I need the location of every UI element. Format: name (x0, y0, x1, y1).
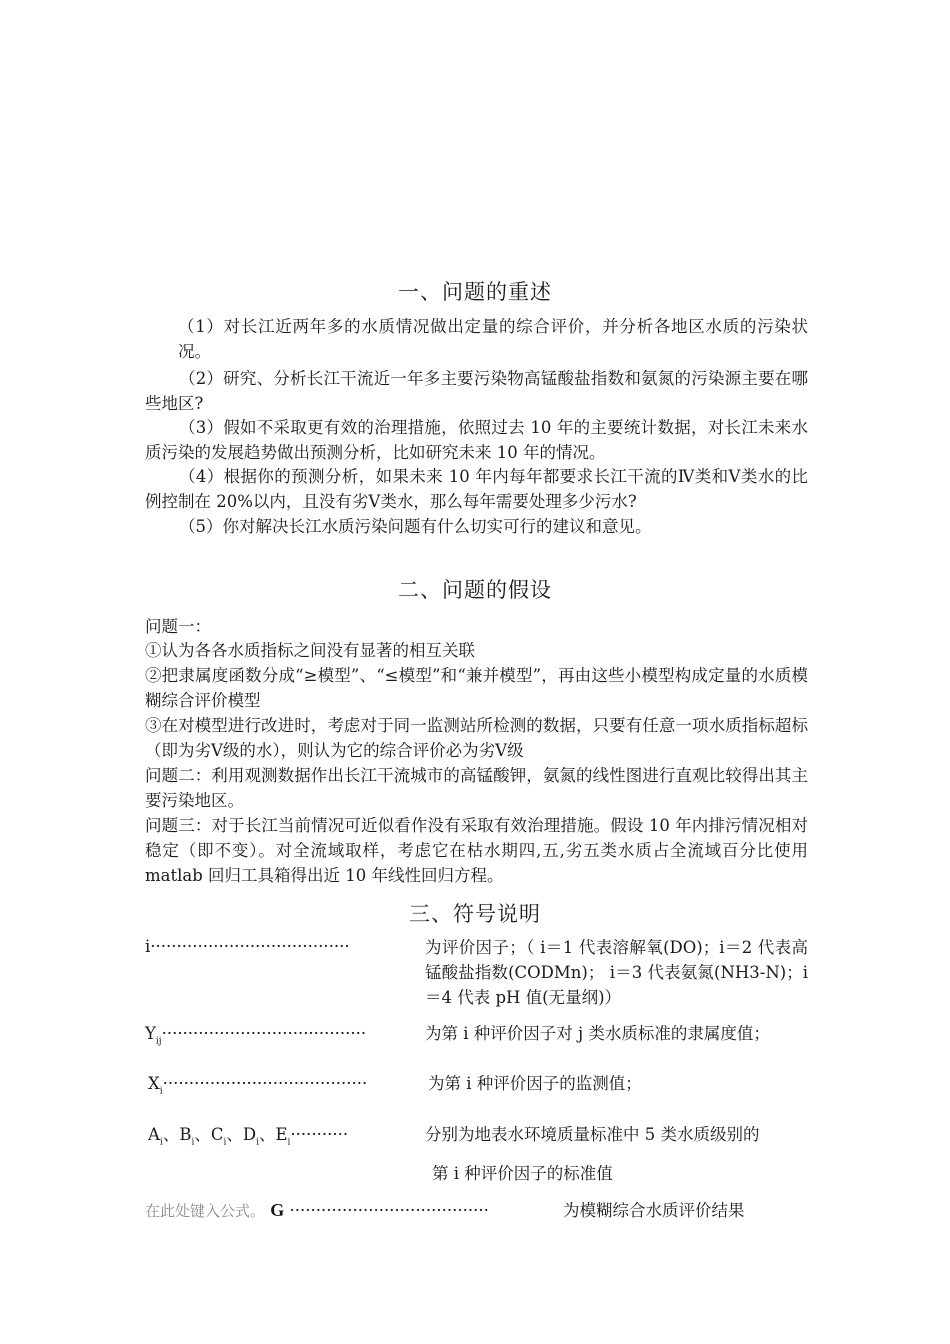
leader-dots: ······································ (289, 1201, 489, 1220)
symbol-y-row (145, 1022, 366, 1053)
symbol-i: i (145, 937, 151, 956)
assumption-2: ②把隶属度函数分成“≥模型”、“≤模型”和“兼并模型”，再由这些小模型构成定量的水质模糊综合评价模型 (145, 666, 808, 710)
symbol-g-description: 为模糊综合水质评价结果 (563, 1201, 745, 1220)
symbol-x: $X_i$ (148, 1074, 163, 1097)
leader-dots: ··········· (290, 1125, 349, 1144)
symbol-abcde-row: $A_i$、$B_i$、$C_i$、$D_i$、$E_i\cdot\cdot\cdot\cdot\cdot\cdot\cdot\cdot\cdot\cdot\cdot$ (148, 1125, 349, 1148)
problem-3: （3）假如不采取更有效的治理措施，依照过去 10 年的主要统计数据，对长江未来水质污染的发展趋势做出预测分析，比如研究未来 10 年的情况。 (145, 418, 808, 462)
question-2-assumption: 问题二：利用观测数据作出长江干流城市的高锰酸钾，氨氮的线性图进行直观比较得出其主要污染地区。 (145, 766, 808, 810)
symbol-g-row (145, 1198, 489, 1223)
leader-dots: ······································· (162, 1074, 368, 1093)
symbol-y-description: 为第 i 种评价因子对 j 类水质标准的隶属度值； (425, 1024, 770, 1043)
section-title-symbols: 三、符号说明 (409, 902, 541, 926)
assumption-3: ③在对模型进行改进时，考虑对于同一监测站所检测的数据，只要有任意一项水质指标超标（即为劣Ⅴ级的水），则认为它的综合评价必为劣Ⅴ级 (145, 716, 808, 760)
assumption-1: ①认为各各水质指标之间没有显著的相互关联 (145, 641, 475, 660)
question-1-label: 问题一： (145, 617, 211, 636)
symbol-i-description: 为评价因子；（ i＝1 代表溶解氧(DO)；i＝2 代表高锰酸盐指数(CODMn)； i＝3 代表氨氮(NH3-N)；i＝4 代表 pH 值(无量纲)） (425, 938, 808, 1007)
equation-placeholder[interactable]: 在此处键入公式。 (145, 1202, 266, 1220)
symbol-y: $Y_{ij}$ (145, 1024, 162, 1047)
symbol-x-row (148, 1072, 367, 1103)
problem-5: （5）你对解决长江水质污染问题有什么切实可行的建议和意见。 (179, 517, 652, 536)
symbol-abcde-description-line1: 分别为地表水环境质量标准中 5 类水质级别的 (425, 1125, 760, 1144)
leader-dots: ······································ (150, 937, 350, 956)
symbol-x-description: 为第 i 种评价因子的监测值； (428, 1074, 642, 1093)
symbol-i-row (145, 935, 350, 959)
section-title-assumptions: 二、问题的假设 (398, 578, 552, 602)
problem-4: （4）根据你的预测分析，如果未来 10 年内每年都要求长江干流的Ⅳ类和Ⅴ类水的比例控制在 20%以内，且没有劣Ⅴ类水，那么每年需要处理多少污水? (145, 467, 808, 511)
problem-2: （2）研究、分析长江干流近一年多主要污染物高锰酸盐指数和氨氮的污染源主要在哪些地区? (145, 369, 808, 413)
leader-dots: ······································· (161, 1024, 367, 1043)
symbol-abcde-description-line2: 第 i 种评价因子的标准值 (432, 1164, 613, 1183)
question-3-assumption: 问题三：对于长江当前情况可近似看作没有采取有效治理措施。假设 10 年内排污情况相对稳定（即不变）。对全流域取样，考虑它在枯水期四,五,劣五类水质占全流域百分比使用 matlab 回归工具箱得出近 10 年线性回归方程。 (145, 816, 808, 885)
symbol-g: G (270, 1200, 285, 1220)
section-title-restatement: 一、问题的重述 (398, 280, 552, 304)
problem-1: （1）对长江近两年多的水质情况做出定量的综合评价，并分析各地区水质的污染状况。 (178, 317, 808, 361)
